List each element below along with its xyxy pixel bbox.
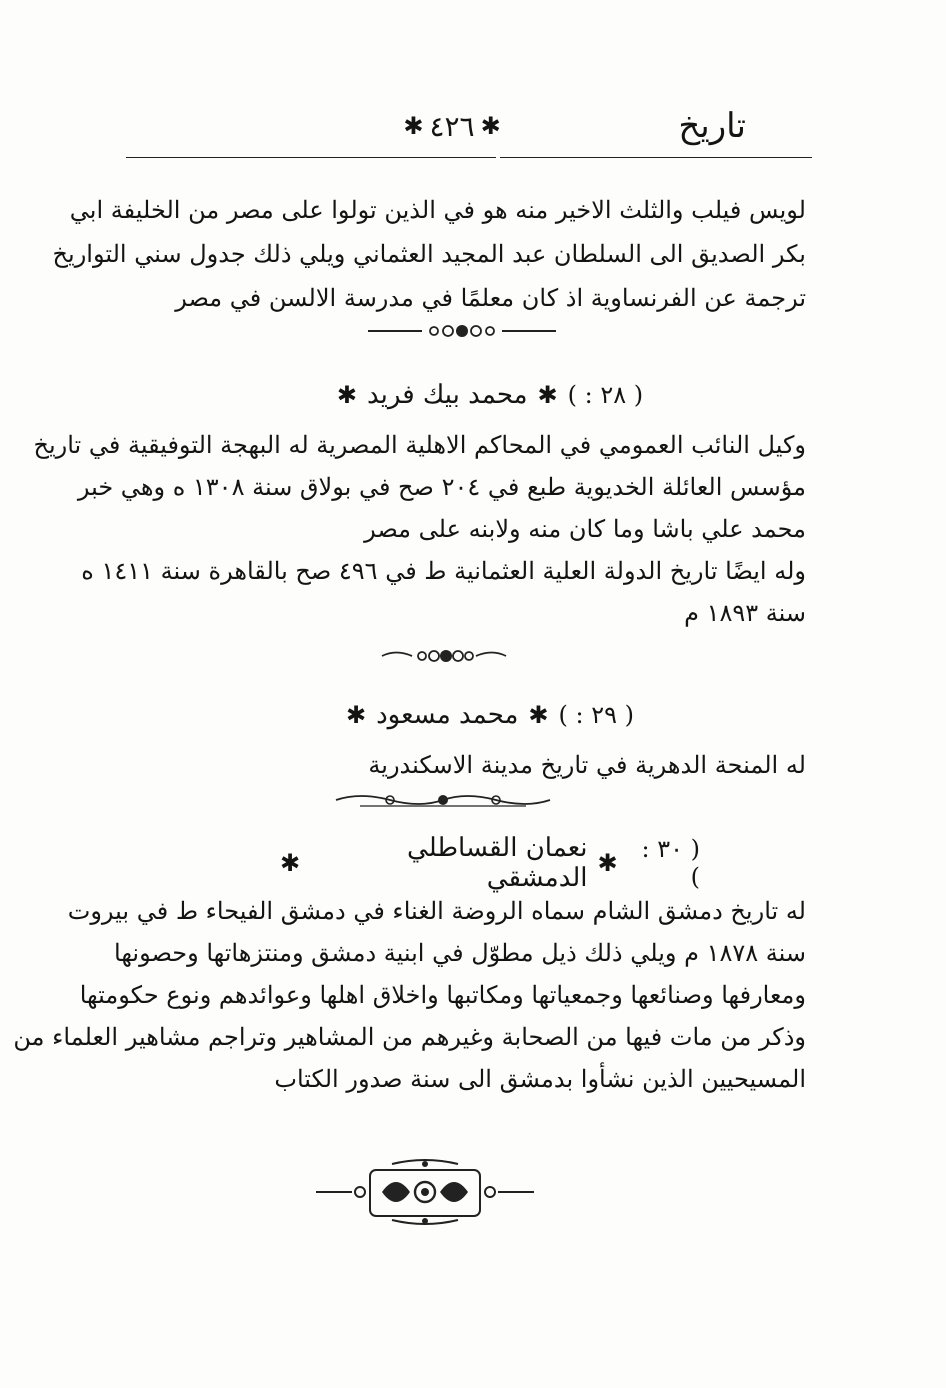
text-line: سنة ١٨٩٣ م (684, 599, 806, 627)
tailpiece-ornament (312, 1158, 538, 1228)
entry-heading-29 (280, 694, 700, 736)
header-rule-right (500, 157, 812, 158)
text-line: وله ايضًا تاريخ الدولة العلية العثمانية ط في ٤٩٦ صح بالقاهرة سنة ١٤١١ ه (81, 557, 806, 585)
entry-30-paragraph (13, 890, 806, 1100)
text-line: مؤسس العائلة الخديوية طبع في ٢٠٤ صح في بولاق سنة ١٣٠٨ ه وهي خبر (77, 473, 806, 501)
text-line: له المنحة الدهرية في تاريخ مدينة الاسكندرية (368, 751, 806, 779)
star-ornament-icon: ✱ (280, 849, 301, 877)
entry-name: محمد مسعود (376, 700, 519, 730)
entry-heading-30 (280, 833, 700, 893)
entry-number: ( ٣٠ : ) (641, 835, 700, 891)
text-line: محمد علي باشا وما كان منه ولابنه على مصر (364, 515, 806, 543)
text-line: ترجمة عن الفرنساوية اذ كان معلمًا في مدرسة الالسن في مصر (175, 284, 806, 312)
entry-name: محمد بيك فريد (366, 380, 528, 410)
section-divider-ornament (330, 790, 556, 812)
running-title: تاريخ (678, 106, 746, 146)
text-line: سنة ١٨٧٨ م ويلي ذلك ذيل مطوّل في ابنية دمشق ومنتزهاتها وحصونها (114, 939, 806, 967)
entry-heading-28 (280, 374, 700, 416)
entry-29-paragraph (118, 744, 806, 786)
section-divider-ornament (362, 322, 562, 340)
entry-number: ( ٢٩ : ) (558, 701, 635, 729)
text-line: بكر الصديق الى السلطان عبد المجيد العثماني ويلي ذلك جدول سني التواريخ (52, 240, 806, 268)
star-ornament-icon: ✱ (345, 701, 367, 729)
entry-number: ( ٢٨ : ) (567, 381, 644, 409)
star-ornament-icon: ✱ (336, 381, 357, 409)
page-number: ٤٢٦ (429, 109, 475, 143)
page-number-block (390, 104, 514, 148)
header-rule-left (126, 157, 496, 158)
star-ornament-icon: ✱ (528, 701, 549, 729)
star-ornament-icon: ✱ (403, 112, 424, 140)
star-ornament-icon: ✱ (597, 849, 618, 877)
entry-28-paragraph (33, 424, 806, 634)
star-ornament-icon: ✱ (480, 112, 501, 140)
text-line: وذكر من مات فيها من الصحابة وغيرهم من المشاهير وتراجم مشاهير العلماء من (13, 1023, 806, 1051)
text-line: لويس فيلب والثلث الاخير منه هو في الذين تولوا على مصر من الخليفة ابي (69, 196, 806, 224)
star-ornament-icon: ✱ (537, 381, 558, 409)
text-line: له تاريخ دمشق الشام سماه الروضة الغناء في دمشق الفيحاء ط في بيروت (67, 897, 806, 925)
intro-paragraph (52, 188, 806, 320)
text-line: وكيل النائب العمومي في المحاكم الاهلية المصرية له البهجة التوفيقية في تاريخ (33, 431, 806, 459)
text-line: ومعارفها وصنائعها وجمعياتها ومكاتبها واخلاق اهلها وعوائدهم ونوع حكومتها (79, 981, 806, 1009)
text-line: المسيحيين الذين نشأوا بدمشق الى سنة صدور الكتاب (274, 1065, 806, 1093)
section-divider-ornament (378, 646, 510, 666)
entry-name: نعمان القساطلي الدمشقي (407, 833, 588, 893)
